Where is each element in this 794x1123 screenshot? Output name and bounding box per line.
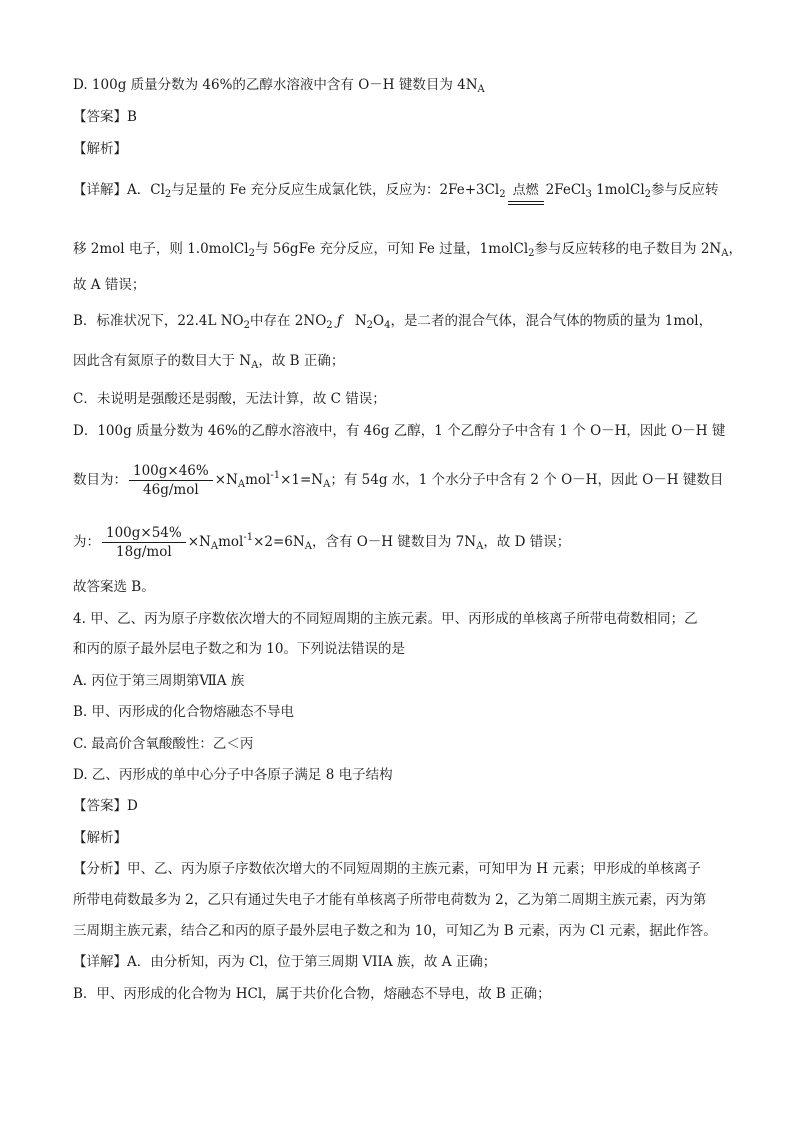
q3-detail-a-post: 1molCl	[596, 182, 645, 198]
q4-option-d: D. 乙、丙形成的单中心分子中各原子满足 8 电子结构	[73, 767, 393, 783]
sub-2: 2	[248, 248, 255, 259]
q4-option-a: A. 丙位于第三周期第ⅦA 族	[73, 673, 245, 689]
q3-conclusion: 故答案选 B。	[73, 579, 155, 595]
q3-detail-a-end: 参与反应转	[651, 182, 719, 198]
sub-2: 2	[366, 320, 373, 331]
q3-detail-a-line3: 故 A 错误；	[73, 277, 146, 293]
q3-detail-a2-mid: 与 56gFe 充分反应，可知 Fe 过量，1molCl	[254, 241, 529, 257]
q3-detail-d-line2	[73, 456, 723, 496]
q3-detail-b-mid: 中存在 2NO	[250, 313, 327, 329]
q3-detail-d-line3	[73, 518, 570, 558]
fraction-denominator: 18g/mol	[116, 544, 172, 560]
q3-detail-a-mid: 与足量的 Fe 充分反应生成氯化铁，反应为：2Fe+3Cl	[171, 182, 500, 198]
equilibrium-glyph: ƒ	[336, 313, 342, 329]
equals-6na: ×2=6N	[253, 534, 305, 550]
q3-detail-d-line1: D．100g 质量分数为 46%的乙醇水溶液中，有 46g 乙醇，1 个乙醇分子中含有 1 个 O－H，因此 O－H 键	[73, 423, 726, 439]
reaction-condition-arrow	[508, 183, 544, 213]
equals-na: ×1=N	[280, 472, 324, 488]
unit-mol: mol	[218, 534, 244, 550]
q3-option-d-sub: A	[477, 84, 485, 95]
exp-minus-one: -1	[243, 532, 254, 543]
sub-2: 2	[326, 320, 333, 331]
q4-answer: 【答案】D	[73, 798, 138, 814]
sub-a: A	[210, 541, 219, 552]
q4-analysis-heading: 【解析】	[73, 830, 127, 846]
sub-2: 2	[528, 248, 535, 259]
q3-detail-d3-end: ，故 D 错误；	[483, 534, 571, 550]
q4-fenxi-line2: 所带电荷数最多为 2，乙只有通过失电子才能有单核离子所带电荷数为 2，乙为第二周期主族元素，丙为第	[73, 892, 707, 908]
sub-4: 4	[384, 320, 391, 331]
sub-2: 2	[243, 320, 250, 331]
sub-2: 2	[164, 189, 172, 200]
exp-minus-one: -1	[270, 470, 281, 481]
sub-3: 3	[585, 189, 592, 200]
q4-fenxi-line3: 三周期主族元素，结合乙和丙的原子最外层电子数之和为 10，可知乙为 B 元素，丙为 Cl 元素，据此作答。	[73, 923, 717, 939]
q4-detail-b: B．甲、丙形成的化合物为 HCl，属于共价化合物，熔融态不导电，故 B 正确；	[73, 986, 551, 1002]
q3-detail-a2-end: 参与反应转移的电子数目为 2N	[534, 241, 722, 257]
sub-a: A	[721, 248, 729, 259]
q3-option-d-text: D. 100g 质量分数为 46%的乙醇水溶液中含有 O－H 键数目为 4N	[73, 77, 478, 93]
sub-a: A	[304, 541, 312, 552]
q3-detail-d2-text: 数目为：	[73, 472, 127, 488]
times-na: ×N	[187, 534, 211, 550]
fraction-numerator: 100g×54%	[102, 525, 186, 543]
fraction-ethanol	[129, 463, 213, 498]
q3-detail-a2-tail: ，	[728, 241, 742, 257]
q4-fenxi-line1: 【分析】甲、乙、丙为原子序数依次增大的不同短周期的主族元素，可知甲为 H 元素；甲形成的单核离子	[73, 861, 701, 877]
q3-detail-b2-end: ，故 B 正确；	[258, 353, 345, 369]
q4-option-c: C. 最高价含氧酸酸性：乙＜丙	[73, 736, 254, 752]
q3-option-d	[73, 76, 485, 99]
fraction-water	[102, 525, 186, 560]
q3-detail-b-line1: B．标准状况下，22.4L $NO_2$中存在 $2NO_2$ ƒ $N_2O_4$，是二者的混合气体，混合气体的物质的量为 1mol，	[73, 313, 713, 331]
sub-2: 2	[644, 189, 652, 200]
q4-stem-line1: 4. 甲、乙、丙为原子序数依次增大的不同短周期的主族元素。甲、丙形成的单核离子所带电荷数相同；乙	[73, 611, 698, 627]
q3-detail-b-line2	[73, 352, 344, 375]
times-na: ×N	[214, 472, 238, 488]
n2o4-formula: N	[354, 313, 367, 329]
q3-detail-a-line1	[73, 172, 719, 208]
q3-detail-a2-text: 移 2mol 电子，则 1.0molCl	[73, 241, 249, 257]
q4-detail-a: 【详解】A．由分析知，丙为 Cl，位于第三周期 VIIA 族，故 A 正确；	[73, 954, 497, 970]
q3-detail-b-end: ，是二者的混合气体，混合气体的物质的量为 1mol，	[390, 313, 713, 329]
fraction-denominator: 46g/mol	[143, 482, 199, 498]
sub-a: A	[251, 360, 259, 371]
q3-detail-b-text: B．标准状况下，22.4L NO	[73, 313, 244, 329]
q3-detail-d3-post: ，含有 O－H 键数目为 7N	[311, 534, 477, 550]
q3-detail-d3-text: 为：	[73, 534, 100, 550]
condition-label: 点燃	[512, 183, 539, 198]
q4-stem-line2: 和丙的原子最外层电子数之和为 10。下列说法错误的是	[73, 641, 405, 657]
q3-detail-c: C．未说明是强酸还是弱酸，无法计算，故 C 错误；	[73, 391, 386, 407]
q3-detail-a-line2	[73, 240, 742, 263]
sub-a: A	[323, 479, 331, 490]
q3-detail-a-text: 【详解】A．Cl	[73, 182, 165, 198]
q3-analysis-heading: 【解析】	[73, 141, 127, 157]
q4-option-b: B. 甲、丙形成的化合物熔融态不导电	[73, 704, 295, 720]
sub-a: A	[476, 541, 484, 552]
q3-answer: 【答案】B	[73, 109, 137, 125]
sub-a: A	[237, 479, 246, 490]
product-fecl3: 2FeCl	[545, 182, 586, 198]
sub-2: 2	[499, 189, 506, 200]
fraction-numerator: 100g×46%	[129, 463, 213, 481]
q3-detail-d2-end: ；有 54g 水，1 个水分子中含有 2 个 O－H，因此 O－H 键数目	[330, 472, 724, 488]
q3-detail-b2-text: 因此含有氮原子的数目大于 N	[73, 353, 252, 369]
unit-mol: mol	[245, 472, 271, 488]
